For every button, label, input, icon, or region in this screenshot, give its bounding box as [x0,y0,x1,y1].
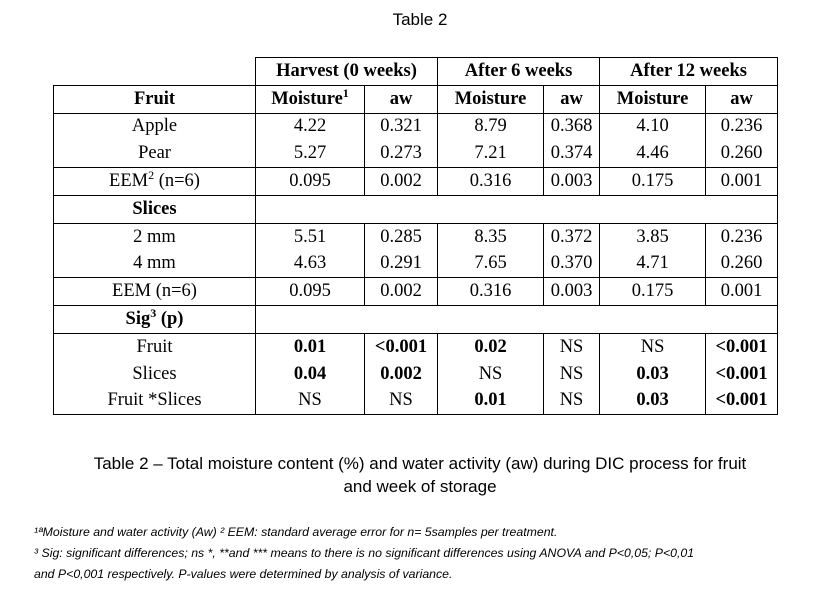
footnote-line-1: ¹ªMoisture and water activity (Aw) ² EEM: standard average error for n= 5samples per treatment. [34,525,558,539]
row-label: Slices [54,361,256,388]
table-row-sig-fruit [54,333,778,360]
section-label-slices: Slices [54,195,256,223]
table-row-eem-fruit [54,168,778,196]
cell: 0.321 [365,113,438,140]
header-6-weeks: After 6 weeks [438,58,600,86]
cell: 7.21 [438,140,544,167]
cell: 0.175 [600,278,706,306]
cell: 0.291 [365,251,438,278]
cell: 0.04 [256,361,365,388]
table-row-pear [54,140,778,167]
row-label: Apple [54,113,256,140]
cell: NS [256,388,365,415]
cell: 0.236 [706,223,778,250]
cell: 0.002 [365,278,438,306]
cell: 8.35 [438,223,544,250]
cell: NS [544,361,600,388]
cell: 5.27 [256,140,365,167]
cell: 0.095 [256,168,365,196]
section-label-sig: Sig$^3$ (p) [54,306,256,334]
cell: 4.46 [600,140,706,167]
cell: 0.001 [706,278,778,306]
row-label: Fruit *Slices [54,388,256,415]
cell: 0.02 [438,333,544,360]
cell: NS [544,388,600,415]
table-row-2mm [54,223,778,250]
header-fruit: Fruit [54,85,256,113]
row-label: 2 mm [54,223,256,250]
cell: 0.374 [544,140,600,167]
cell: 0.001 [706,168,778,196]
cell: 4.22 [256,113,365,140]
footnote-line-2: ³ Sig: significant differences; ns *, **and *** means to there is no significant differences using ANOVA and P<0,05; P<0,01 [34,546,695,560]
cell: 0.316 [438,278,544,306]
header-aw-12w: aw [706,85,778,113]
table-row-4mm [54,251,778,278]
cell: 4.71 [600,251,706,278]
cell: 0.03 [600,388,706,415]
cell: 0.316 [438,168,544,196]
table-label: Table 2 [392,10,448,29]
footnotes [34,522,834,585]
column-header-row [54,85,778,113]
cell: 0.260 [706,251,778,278]
cell: 4.10 [600,113,706,140]
header-moisture-6w: Moisture [438,85,544,113]
footnote-line-3: and P<0,001 respectively. P-values were determined by analysis of variance. [34,567,453,581]
section-blank [256,195,778,223]
cell: 0.236 [706,113,778,140]
cell: NS [600,333,706,360]
cell: 3.85 [600,223,706,250]
cell: <0.001 [706,388,778,415]
row-label: EEM$^2$ (n=6) [54,168,256,196]
cell: 0.03 [600,361,706,388]
cell: 5.51 [256,223,365,250]
cell: 0.01 [438,388,544,415]
section-blank [256,306,778,334]
header-12-weeks: After 12 weeks [600,58,778,86]
header-moisture-12w: Moisture [600,85,706,113]
cell: 7.65 [438,251,544,278]
caption-line-2: and week of storage [343,477,497,496]
cell: 0.368 [544,113,600,140]
section-row-slices [54,195,778,223]
row-label: Fruit [54,333,256,360]
cell: <0.001 [706,333,778,360]
cell: 0.095 [256,278,365,306]
row-label: EEM (n=6) [54,278,256,306]
row-label: 4 mm [54,251,256,278]
table-row-apple [54,113,778,140]
cell: 0.372 [544,223,600,250]
cell: 0.175 [600,168,706,196]
cell: 0.260 [706,140,778,167]
cell: NS [438,361,544,388]
row-label: Pear [54,140,256,167]
cell: 4.63 [256,251,365,278]
cell: <0.001 [365,333,438,360]
cell: 0.002 [365,168,438,196]
header-corner [54,58,256,86]
cell: 0.003 [544,278,600,306]
header-aw-harvest: aw [365,85,438,113]
header-moisture-harvest: Moisture$^1$ [256,85,365,113]
caption-line-1: Table 2 – Total moisture content (%) and water activity (aw) during DIC process for fruit [93,454,747,473]
cell: 0.273 [365,140,438,167]
moisture-aw-table [53,57,778,415]
cell: NS [365,388,438,415]
group-header-row [54,58,778,86]
table-row-sig-interaction [54,388,778,415]
cell: 0.370 [544,251,600,278]
cell: NS [544,333,600,360]
cell: 0.01 [256,333,365,360]
cell: 0.003 [544,168,600,196]
cell: <0.001 [706,361,778,388]
table-row-sig-slices [54,361,778,388]
table-row-eem-slices [54,278,778,306]
header-aw-6w: aw [544,85,600,113]
header-harvest: Harvest (0 weeks) [256,58,438,86]
cell: 0.285 [365,223,438,250]
table-caption [0,452,840,498]
cell: 0.002 [365,361,438,388]
section-row-sig [54,306,778,334]
cell: 8.79 [438,113,544,140]
